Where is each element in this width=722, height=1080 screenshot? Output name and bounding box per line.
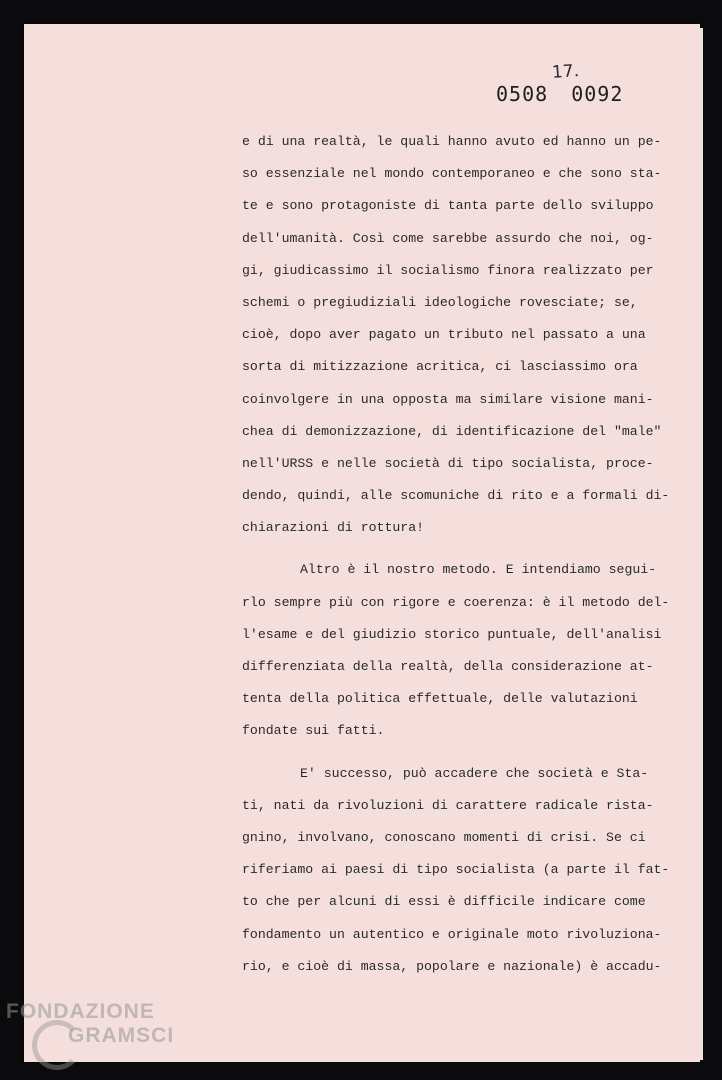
handwritten-page-note: 17. (551, 61, 580, 83)
text-line: nell'URSS e nelle società di tipo socialista, proce- (242, 455, 654, 471)
text-line: schemi o pregiudiziali ideologiche rovesciate; se, (242, 294, 638, 310)
text-line: riferiamo ai paesi di tipo socialista (a parte il fat- (242, 862, 670, 878)
text-line: E' successo, può accadere che società e Sta- (300, 765, 649, 781)
watermark (6, 1000, 174, 1048)
text-line: l'esame e del giudizio storico puntuale, dell'analisi (242, 626, 662, 642)
typewritten-text (242, 126, 670, 983)
text-line: to che per alcuni di essi è difficile indicare come (242, 894, 646, 910)
text-line: chea di demonizzazione, di identificazione del "male" (242, 423, 662, 439)
text-line: ti, nati da rivoluzioni di carattere radicale rista- (242, 797, 654, 813)
text-line: chiarazioni di rottura! (242, 520, 425, 536)
text-line: tenta della politica effettuale, delle valutazioni (242, 691, 638, 707)
text-line: rio, e cioè di massa, popolare e nazionale) è accadu- (242, 958, 662, 974)
text-line: sorta di mitizzazione acritica, ci lasciassimo ora (242, 359, 638, 375)
text-line: dell'umanità. Così come sarebbe assurdo che noi, og- (242, 230, 654, 246)
text-line: e di una realtà, le quali hanno avuto ed hanno un pe- (242, 134, 662, 149)
text-line: differenziata della realtà, della considerazione at- (242, 659, 654, 674)
text-line: cioè, dopo aver pagato un tributo nel passato a una (242, 327, 646, 343)
text-line: gi, giudicassimo il socialismo finora realizzato per (242, 262, 654, 278)
text-line: dendo, quindi, alle scomuniche di rito e a formali di- (242, 488, 670, 504)
watermark-line-1: FONDAZIONE (6, 1000, 155, 1023)
paragraph-2 (242, 554, 670, 747)
archive-number: 0508 0092 (496, 82, 624, 106)
text-line: gnino, involvano, conoscano momenti di crisi. Se ci (242, 829, 646, 845)
page-edge (700, 28, 703, 1060)
paragraph-1 (242, 126, 670, 544)
text-line: so essenziale nel mondo contemporaneo e che sono sta- (242, 166, 662, 182)
text-line: rlo sempre più con rigore e coerenza: è il metodo del- (242, 594, 670, 610)
watermark-line-2: GRAMSCI (68, 1024, 175, 1047)
text-line: fondate sui fatti. (242, 723, 385, 739)
text-line: coinvolgere in una opposta ma similare visione mani- (242, 391, 654, 407)
text-line: te e sono protagoniste di tanta parte dello sviluppo (242, 198, 654, 214)
text-line: Altro è il nostro metodo. E intendiamo segui- (300, 562, 657, 578)
text-line: fondamento un autentico e originale moto rivoluziona- (242, 926, 662, 942)
paragraph-3 (242, 758, 670, 983)
